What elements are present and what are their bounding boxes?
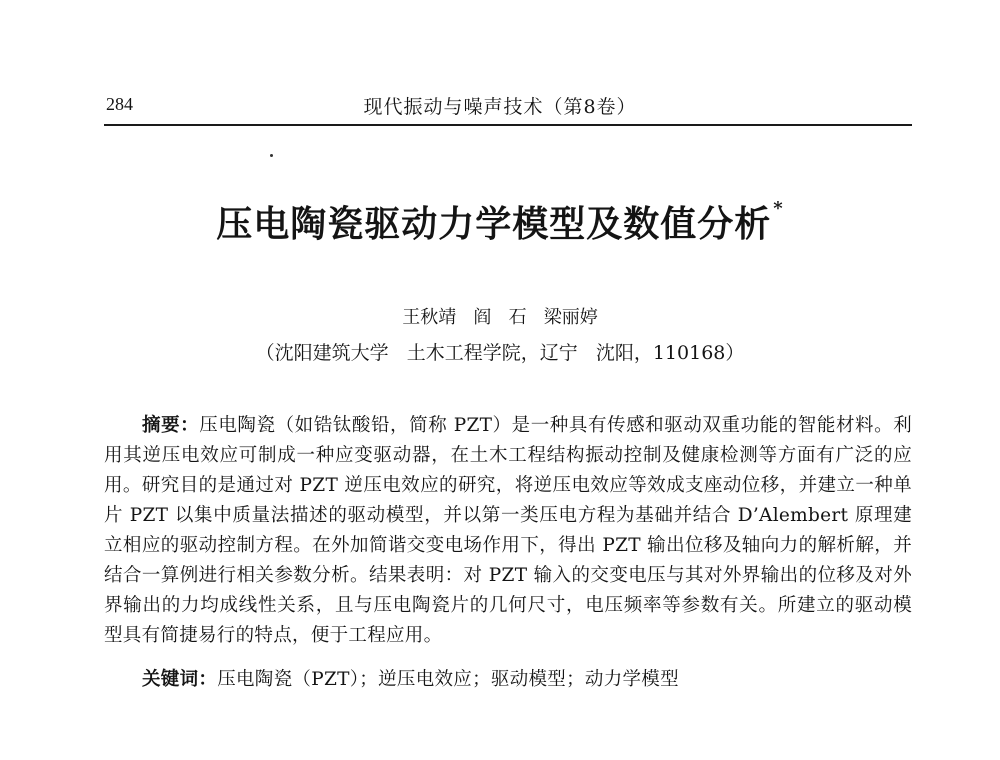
- abstract-label: 摘要：: [142, 415, 200, 436]
- keywords: [142, 665, 679, 691]
- header-rule: [104, 124, 912, 126]
- paper-title: [0, 196, 1000, 247]
- paper-title-text: 压电陶瓷驱动力学模型及数值分析: [216, 203, 772, 245]
- abstract: [104, 411, 912, 651]
- title-footnote-mark: *: [773, 198, 784, 219]
- keywords-text: 压电陶瓷（PZT）；逆压电效应；驱动模型；动力学模型: [217, 669, 679, 690]
- keywords-label: 关键词：: [142, 669, 218, 690]
- running-title: 现代振动与噪声技术（第8卷）: [363, 96, 637, 118]
- authors: 王秋靖 阎 石 梁丽婷: [402, 307, 598, 328]
- abstract-text: 压电陶瓷（如锆钛酸铅，简称 PZT）是一种具有传感和驱动双重功能的智能材料。利用其逆压电效应可制成一种应变驱动器，在土木工程结构振动控制及健康检测等方面有广泛的应用。研究目的是通过对 PZT 逆压电效应的研究，将逆压电效应等效成支座动位移，并建立一种单片 PZT 以集中质量法描述的驱动模型，并以第一类压电方程为基础并结合 D’Alembert 原理建立相应的驱动控制方程。在外加简谐交变电场作用下，得出 PZT 输出位移及轴向力的解析解，并结合一算例进行相关参数分析。结果表明：对 PZT 输入的交变电压与其对外界输出的位移及对外界输出的力均成线性关系，且与压电陶瓷片的几何尺寸，电压频率等参数有关。所建立的驱动模型具有简捷易行的特点，便于工程应用。: [104, 415, 912, 646]
- affiliation: （沈阳建筑大学 土木工程学院，辽宁 沈阳，110168）: [255, 342, 745, 364]
- stray-dot: [270, 154, 273, 157]
- page-number: 284: [106, 94, 133, 114]
